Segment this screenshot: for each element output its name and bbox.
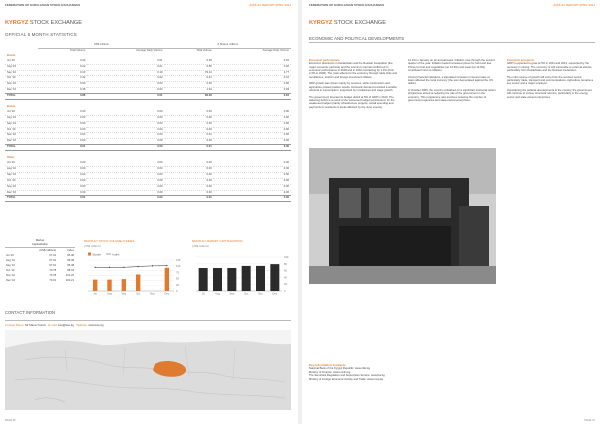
bar-market-cap (256, 266, 265, 291)
col-header: Total Volume (196, 48, 212, 52)
table-cell: 0.00 (214, 172, 291, 178)
table-cell: 0.00 (87, 139, 164, 145)
mcap-cell: 67.61 (49, 254, 57, 257)
x-tick-label: Sep (121, 292, 127, 296)
y-tick-label: 80 (284, 262, 287, 266)
title-country: KYRGYZ (309, 20, 333, 26)
mcap-head-1: Market (35, 239, 45, 242)
chart1-subtitle: (US$ millions) (84, 245, 101, 248)
table-cell: 0.00 (87, 184, 164, 190)
mcap-cell: 79.01 (49, 279, 57, 282)
table-cell: 0.00 (214, 115, 291, 121)
table-cell: Oct '10 (5, 178, 38, 184)
mcap-cell: 101.34 (65, 274, 74, 277)
table-cell: 3.77 (214, 70, 291, 76)
table-cell: 0.45 (38, 88, 87, 94)
table-cell: 0.00 (87, 121, 164, 127)
y-tick-label: 75 (176, 271, 179, 275)
contact-email-label: E-mail: (48, 323, 58, 327)
paragraph (507, 76, 595, 86)
chart2-title: MONTHLY MARKET CAPITALIZATION (192, 239, 243, 243)
section-title: ECONOMIC AND POLITICAL DEVELOPMENTS (309, 36, 595, 43)
table-cell: 0.00 (38, 178, 87, 184)
paragraph-text: Economic downturns in Kazakhstan and the Russian Federation (the major economic partners) and the country's internal conflict led to economic performance in 2009 and in 2010 contracting by 1.4% (from 2.3% in 2009). The main effects for the economy through trade links and remittances, tourism and foreign investment inflows. (309, 62, 397, 79)
table-total-cell: 0.01 (165, 196, 214, 202)
table-cell: 0.00 (165, 82, 214, 88)
table-cell: 0.00 (87, 127, 164, 133)
table-total-cell: 0.01 (165, 145, 214, 151)
group-usd: US$ millions (38, 43, 164, 48)
table-cell: Oct '10 (5, 76, 38, 82)
mcap-cell: 73.78 (49, 274, 57, 277)
contact-email[interactable]: kse@kse.kg (58, 323, 74, 327)
mcap-index-col: Index (67, 249, 74, 252)
mcap-cell: 95.48 (67, 259, 74, 262)
table-cell: 0.00 (214, 110, 291, 115)
table-cell: 0.00 (165, 178, 214, 184)
table-cell: 0.02 (87, 76, 164, 82)
paragraph-text: GDP is expected to grow at 5% in 2011 and 2012, supported by the recovery in mining. The economy is still vulnerable to external shocks, particularly from Kazakhstan and the Russian Federation. (507, 62, 593, 73)
col-header: Average Daily Volume (262, 48, 289, 52)
table-cell: 0.00 (87, 172, 164, 178)
page-header (5, 3, 291, 7)
table-cell: 0.00 (214, 82, 291, 88)
mcap-cell: 67.61 (49, 264, 57, 267)
table-cell: 0.22 (38, 59, 87, 64)
table-cell: Dec '10 (5, 139, 38, 145)
table-cell: 0.00 (87, 190, 164, 196)
text-column-2 (408, 59, 496, 106)
table-cell: 0.41 (165, 76, 214, 82)
table-total-cell: TOTAL (5, 196, 38, 202)
mcap-cell: Oct '10 (6, 269, 15, 272)
y-tick-label: 20 (284, 283, 287, 287)
table-cell: 0.00 (38, 121, 87, 127)
mcap-cell: 67.61 (49, 259, 57, 262)
x-tick-label: Oct (136, 292, 141, 296)
page-header (309, 3, 595, 7)
col-header: Average Daily Volume (136, 48, 163, 52)
table-cell: Dec '10 (5, 88, 38, 94)
table-total-cell: 0.00 (87, 196, 164, 202)
table-cell: 0.55 (165, 64, 214, 70)
header-report: ANNUAL REPORT APRIL 2011 (553, 3, 595, 7)
legend-swatch-stocks (88, 253, 91, 256)
table-cell: 79.13 (165, 70, 214, 76)
mcap-cell: Sep '10 (6, 264, 16, 267)
table-total-cell: 0.01 (38, 196, 87, 202)
table-cell: Nov '10 (5, 184, 38, 190)
header-org: FEDERATION OF EURO-ASIAN STOCK EXCHANGES (309, 3, 385, 7)
line-index (95, 266, 167, 268)
table-cell: 0.00 (87, 82, 164, 88)
table-cell: Aug '10 (5, 166, 38, 172)
paragraph-text: Among financial indicators, a stipulated increase in interest rates on loans affected the local currency (the som depreciated against the US dollar). (408, 75, 493, 86)
bar-market-cap (242, 266, 251, 291)
table-total-cell: 0.86 (38, 94, 87, 100)
title-exchange: STOCK EXCHANGE (29, 20, 82, 26)
table-total-cell: TOTAL (5, 145, 38, 151)
volume-index-chart (82, 251, 186, 299)
table-cell: Jul '10 (5, 59, 38, 64)
paragraph (309, 96, 397, 109)
bar-stocks (93, 280, 97, 291)
table-cell: 0.00 (38, 133, 87, 139)
right-page (304, 0, 600, 424)
point-index (152, 265, 153, 266)
x-tick-label: Jul (201, 292, 205, 296)
section-label: Bonds (7, 53, 16, 57)
table-total-cell: 0.01 (87, 94, 164, 100)
table-cell: 0.00 (165, 115, 214, 121)
contact-name: Mr Marat Yusiov (25, 323, 46, 327)
point-index (137, 266, 138, 267)
table-cell: 0.00 (214, 184, 291, 190)
text-column-3 (507, 59, 595, 102)
point-index (109, 267, 110, 268)
table-cell: 0.32 (38, 76, 87, 82)
x-tick-label: Nov (150, 292, 155, 296)
mcap-cell: 95.48 (67, 254, 74, 257)
table-cell: 0.00 (87, 110, 164, 115)
table-cell: Sep '10 (5, 121, 38, 127)
paragraph-text: 14.4% in January on an annual basis. Inflation rose through the second quarter of the year. Inflation fueled increased prices for food and fuel. Prices for fruit and vegetables (up 13.9%) and meat (up 14.9%) contributed most to inflation. (408, 59, 495, 73)
mcap-cell: Dec '10 (6, 279, 16, 282)
table-total-cell: 0.01 (38, 145, 87, 151)
table-cell: Dec '10 (5, 190, 38, 196)
key-contact-line[interactable]: The Securities Regulation and Supervision Service: www.fsa.kg (309, 374, 385, 378)
table-cell: 0.00 (38, 115, 87, 121)
key-contact-line[interactable]: Ministry of Finance: www.minfin.kg (309, 370, 351, 374)
legend-label: Index (112, 252, 120, 257)
page-number-left: PAGE 36 (5, 419, 16, 422)
contact-website-label: Website: (76, 323, 88, 327)
x-tick-label: Aug (215, 292, 220, 296)
col-header: Total Volume (69, 48, 86, 52)
bar-market-cap (270, 264, 279, 291)
paragraph (507, 59, 595, 72)
table-cell: 0.00 (87, 178, 164, 184)
table-cell: 0.02 (214, 64, 291, 70)
table-cell: 0.00 (214, 161, 291, 166)
table-cell: 0.00 (165, 190, 214, 196)
mcap-cell: Aug '10 (6, 259, 16, 262)
mcap-cell: Nov '10 (6, 274, 16, 277)
paragraph (408, 76, 496, 86)
table-total-cell: 0.00 (214, 145, 291, 151)
mcap-cell: Jul '10 (6, 254, 14, 257)
left-page (0, 0, 296, 424)
table-cell: 0.00 (165, 139, 214, 145)
paragraph (408, 89, 496, 102)
table-cell: 0.01 (165, 133, 214, 139)
table-cell: 0.00 (165, 127, 214, 133)
y-tick-label: 125 (176, 259, 181, 262)
section-label: Other (7, 156, 15, 160)
bar-stocks (122, 279, 126, 291)
paragraph-text: The main source of growth will come from the services sector, particularly trade, transport and communications. Agriculture remains a key sector and a major employer. (507, 75, 594, 86)
mcap-head-2: Capitalization (31, 243, 49, 246)
x-tick-label: Sep (229, 292, 235, 296)
table-cell: 0.00 (214, 190, 291, 196)
y-tick-label: 50 (176, 277, 179, 281)
table-cell: Jul '10 (5, 161, 38, 166)
photo-graphic (309, 148, 496, 284)
contact-name-label: Contact Name: (5, 323, 25, 327)
market-cap-chart (190, 251, 292, 299)
table-total-cell: TOTAL (5, 94, 38, 100)
key-contacts-heading: Key Information Contacts (309, 363, 346, 367)
bar-stocks (107, 280, 111, 291)
stats-table (5, 43, 291, 207)
table-cell: 0.01 (214, 76, 291, 82)
x-tick-label: Dec (272, 292, 278, 296)
paragraph-text: In October 2009, the country embarked on a significant structural reform programme aimed at reducing the role of the government in the economy. This programme also involves reducing the number of government agencies and state-owned enterprises. (408, 89, 496, 103)
table-cell: 0.00 (38, 110, 87, 115)
exchange-building-photo (309, 148, 496, 284)
mcap-cell: 73.78 (49, 269, 57, 272)
table-cell: 0.00 (87, 166, 164, 172)
y-tick-label: 0 (284, 290, 286, 293)
table-cell: Sep '10 (5, 70, 38, 76)
paragraph (507, 89, 595, 99)
table-cell: 0.10 (87, 70, 164, 76)
table-cell: 0.03 (214, 88, 291, 94)
table-cell: 0.00 (38, 139, 87, 145)
x-tick-label: Dec (164, 292, 170, 296)
table-cell: 0.02 (87, 88, 164, 94)
page-number-right: PAGE 37 (584, 419, 595, 422)
y-tick-label: 60 (284, 269, 287, 273)
page-title (5, 20, 82, 26)
table-cell: 0.00 (38, 184, 87, 190)
table-cell: Nov '10 (5, 82, 38, 88)
table-cell: 0.00 (214, 139, 291, 145)
key-contact-line[interactable]: Ministry of Foreign Economic Activity and Trade: www.mvtp.kg (309, 377, 383, 381)
table-cell: 0.00 (87, 133, 164, 139)
point-index (94, 267, 95, 268)
table-cell: 0.00 (165, 110, 214, 115)
contact-line (5, 320, 291, 327)
region-map (5, 330, 291, 410)
table-cell: 0.01 (214, 59, 291, 64)
table-total-cell: 0.00 (214, 196, 291, 202)
paragraph-text: The government forecast its budget deficit at 5% of GDP in 2010. The widening deficit is a result of the worsened budget performance for the weakened budget (mainly infrastructure projects, social spending and payments to residents of areas affected by the June events). (309, 95, 395, 109)
table-cell: Jul '10 (5, 110, 38, 115)
map-graphic (5, 330, 291, 410)
y-tick-label: 25 (176, 283, 179, 287)
point-index (166, 265, 167, 266)
table-cell: 0.00 (214, 121, 291, 127)
chart2-subtitle: (US$ millions) (192, 245, 209, 248)
paragraph-heading: Economic performance (309, 59, 340, 62)
paragraph (309, 82, 397, 92)
table-cell: 0.00 (38, 190, 87, 196)
table-total-cell: 0.64 (214, 94, 291, 100)
paragraph-heading: Economic prospects (507, 59, 535, 62)
table-cell: Aug '10 (5, 64, 38, 70)
mcap-row (5, 278, 75, 283)
table-cell: 0.00 (165, 184, 214, 190)
title-country: KYRGYZ (5, 20, 29, 26)
page-gutter (298, 0, 302, 424)
bar-market-cap (213, 268, 222, 291)
mcap-unit: (US$ millions) (39, 249, 57, 252)
key-contacts (309, 364, 595, 381)
table-cell: 0.00 (165, 172, 214, 178)
paragraph-text: Considering the political developments in the country, the government will continue to pursue structural reforms, particularly in the energy sector and state-owned enterprises. (507, 89, 592, 99)
contact-website[interactable]: www.kse.kg (88, 323, 104, 327)
table-cell: 0.00 (87, 161, 164, 166)
table-cell: 0.00 (38, 127, 87, 133)
section-label: Bonds (7, 104, 16, 108)
table-total-cell: 0.00 (87, 145, 164, 151)
table-cell: 1.94 (165, 88, 214, 94)
mcap-cell: 95.48 (67, 264, 74, 267)
x-tick-label: Oct (244, 292, 249, 296)
x-tick-label: Jul (93, 292, 97, 296)
table-cell: 0.01 (87, 59, 164, 64)
table-cell: 0.23 (38, 70, 87, 76)
market-cap-table (5, 239, 75, 283)
y-tick-label: 100 (284, 256, 289, 259)
header-org: FEDERATION OF EURO-ASIAN STOCK EXCHANGES (5, 3, 81, 7)
table-cell: 0.00 (165, 166, 214, 172)
point-index (123, 267, 124, 268)
chart1-title: MONTHLY STOCK VOLUME/ # INDEX (84, 239, 135, 243)
table-cell: 0.00 (165, 121, 214, 127)
y-tick-label: 40 (284, 276, 287, 280)
y-tick-label: 0 (176, 290, 178, 293)
title-exchange: STOCK EXCHANGE (333, 20, 386, 26)
table-cell: Sep '10 (5, 172, 38, 178)
table-total-cell: 82.48 (165, 94, 214, 100)
table-cell: 0.00 (38, 172, 87, 178)
x-tick-label: Aug (107, 292, 112, 296)
table-cell: Oct '10 (5, 127, 38, 133)
table-cell: 0.00 (38, 166, 87, 172)
bar-market-cap (227, 268, 236, 291)
mcap-cell: 98.34 (67, 269, 74, 272)
table-cell: 0.00 (38, 161, 87, 166)
table-cell: 0.00 (214, 178, 291, 184)
contact-title: CONTACT INFORMATION (5, 310, 56, 315)
header-report: ANNUAL REPORT APRIL 2011 (249, 3, 291, 7)
page-title (309, 20, 386, 26)
bar-stocks (165, 268, 169, 291)
stats-subtitle: OFFICIAL 6 MONTH STATISTICS (5, 32, 77, 37)
key-contact-line[interactable]: National Bank of the Kyrgyz Republic: www.nbkr.kg (309, 367, 370, 371)
table-cell: 0.00 (87, 115, 164, 121)
table-cell: 0.00 (214, 127, 291, 133)
table-cell: 0.00 (214, 166, 291, 172)
group-shares: # Shares millions (165, 43, 291, 48)
table-cell: 0.45 (165, 59, 214, 64)
paragraph-text: GDP growth was driven mainly by services, while construction and agriculture posted positive results. Domestic demand recorded a sizable rebound in consumption, supported by remittances and wage growth. (309, 82, 397, 93)
text-column-1 (309, 59, 397, 112)
paragraph (309, 59, 397, 79)
table-cell: Nov '10 (5, 133, 38, 139)
mcap-cell: 102.21 (65, 279, 74, 282)
table-cell: 0.22 (38, 64, 87, 70)
x-tick-label: Nov (258, 292, 263, 296)
paragraph (408, 59, 496, 72)
table-cell: 0.00 (214, 133, 291, 139)
table-cell: 0.00 (38, 82, 87, 88)
y-tick-label: 100 (176, 265, 181, 269)
table-cell: Aug '10 (5, 115, 38, 121)
table-cell: 0.00 (165, 161, 214, 166)
legend-label: Stocks (92, 252, 101, 257)
bar-stocks (136, 274, 140, 291)
bar-market-cap (199, 268, 208, 291)
table-cell: 0.01 (87, 64, 164, 70)
